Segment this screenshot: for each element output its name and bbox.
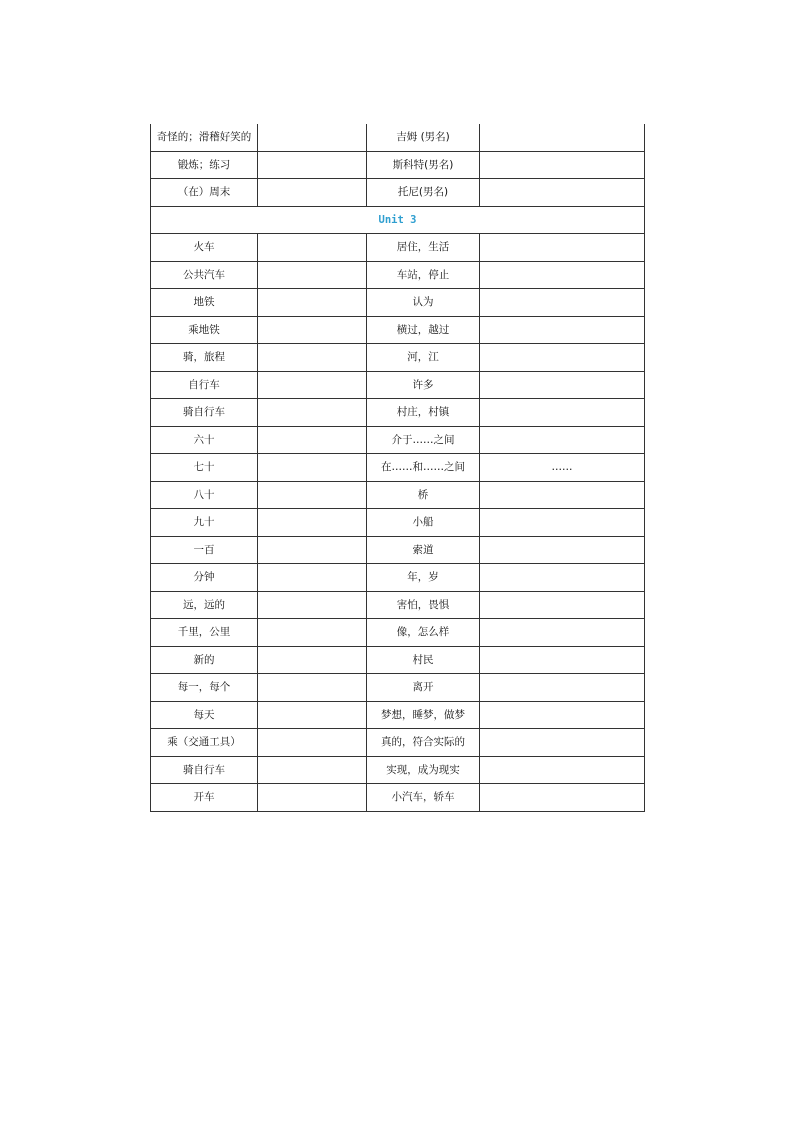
answer-field-right[interactable] [480, 426, 645, 454]
answer-field-left[interactable] [258, 289, 367, 317]
table-row [151, 261, 645, 289]
chinese-meaning-right: 斯科特(男名) [367, 151, 480, 179]
chinese-meaning-right: 小汽车，轿车 [367, 784, 480, 812]
answer-field-left[interactable] [258, 536, 367, 564]
chinese-meaning-right: 河，江 [367, 344, 480, 372]
answer-field-right[interactable] [480, 701, 645, 729]
chinese-meaning-right: 害怕，畏惧 [367, 591, 480, 619]
answer-field-right[interactable] [480, 674, 645, 702]
chinese-meaning-left: 远，远的 [151, 591, 258, 619]
table-row [151, 619, 645, 647]
answer-field-right[interactable] [480, 234, 645, 262]
answer-field-right[interactable] [480, 591, 645, 619]
table-row [151, 124, 645, 151]
chinese-meaning-left: 火车 [151, 234, 258, 262]
answer-field-right[interactable] [480, 371, 645, 399]
answer-field-right[interactable]: …… [480, 454, 645, 482]
table-row [151, 674, 645, 702]
chinese-meaning-left: 开车 [151, 784, 258, 812]
answer-field-left[interactable] [258, 591, 367, 619]
chinese-meaning-right: 在……和……之间 [367, 454, 480, 482]
chinese-meaning-left: 每天 [151, 701, 258, 729]
table-row [151, 289, 645, 317]
answer-field-right[interactable] [480, 729, 645, 757]
table-row [151, 481, 645, 509]
chinese-meaning-right: 梦想，睡梦，做梦 [367, 701, 480, 729]
chinese-meaning-left: 地铁 [151, 289, 258, 317]
table-row [151, 591, 645, 619]
answer-field-left[interactable] [258, 234, 367, 262]
answer-field-left[interactable] [258, 481, 367, 509]
answer-field-right[interactable] [480, 151, 645, 179]
answer-field-right[interactable] [480, 179, 645, 207]
answer-field-right[interactable] [480, 316, 645, 344]
answer-field-left[interactable] [258, 316, 367, 344]
answer-field-left[interactable] [258, 564, 367, 592]
chinese-meaning-right: 村庄，村镇 [367, 399, 480, 427]
chinese-meaning-right: 认为 [367, 289, 480, 317]
answer-field-right[interactable] [480, 344, 645, 372]
chinese-meaning-left: 每一，每个 [151, 674, 258, 702]
answer-field-right[interactable] [480, 399, 645, 427]
unit-title: Unit 3 [151, 206, 645, 234]
chinese-meaning-right: 车站，停止 [367, 261, 480, 289]
chinese-meaning-right: 真的，符合实际的 [367, 729, 480, 757]
table-row [151, 784, 645, 812]
table-row [151, 151, 645, 179]
table-row [151, 371, 645, 399]
answer-field-right[interactable] [480, 261, 645, 289]
chinese-meaning-left: 公共汽车 [151, 261, 258, 289]
chinese-meaning-left: 七十 [151, 454, 258, 482]
chinese-meaning-right: 年，岁 [367, 564, 480, 592]
chinese-meaning-right: 横过，越过 [367, 316, 480, 344]
chinese-meaning-left: 自行车 [151, 371, 258, 399]
chinese-meaning-left: 分钟 [151, 564, 258, 592]
chinese-meaning-right: 像，怎么样 [367, 619, 480, 647]
chinese-meaning-right: 村民 [367, 646, 480, 674]
answer-field-left[interactable] [258, 674, 367, 702]
chinese-meaning-left: 千里，公里 [151, 619, 258, 647]
chinese-meaning-right: 离开 [367, 674, 480, 702]
answer-field-right[interactable] [480, 646, 645, 674]
chinese-meaning-right: 介于……之间 [367, 426, 480, 454]
table-row [151, 756, 645, 784]
chinese-meaning-right: 桥 [367, 481, 480, 509]
answer-field-right[interactable] [480, 481, 645, 509]
answer-field-right[interactable] [480, 564, 645, 592]
chinese-meaning-right: 索道 [367, 536, 480, 564]
answer-field-left[interactable] [258, 426, 367, 454]
table-row [151, 729, 645, 757]
answer-field-right[interactable] [480, 509, 645, 537]
chinese-meaning-left: 六十 [151, 426, 258, 454]
answer-field-left[interactable] [258, 261, 367, 289]
chinese-meaning-right: 实现，成为现实 [367, 756, 480, 784]
chinese-meaning-left: （在）周末 [151, 179, 258, 207]
chinese-meaning-right: 吉姆 (男名) [367, 124, 480, 151]
table-row [151, 646, 645, 674]
answer-field-left[interactable] [258, 646, 367, 674]
table-row [151, 316, 645, 344]
answer-field-right[interactable] [480, 756, 645, 784]
table-row [151, 509, 645, 537]
answer-field-right[interactable] [480, 124, 645, 151]
chinese-meaning-left: 骑自行车 [151, 756, 258, 784]
vocabulary-sheet [150, 124, 644, 812]
answer-field-left[interactable] [258, 399, 367, 427]
chinese-meaning-right: 托尼(男名) [367, 179, 480, 207]
table-row [151, 179, 645, 207]
chinese-meaning-left: 奇怪的；滑稽好笑的 [151, 124, 258, 151]
answer-field-left[interactable] [258, 756, 367, 784]
chinese-meaning-left: 新的 [151, 646, 258, 674]
table-row [151, 234, 645, 262]
chinese-meaning-left: 锻炼；练习 [151, 151, 258, 179]
table-row [151, 701, 645, 729]
answer-field-left[interactable] [258, 179, 367, 207]
table-row [151, 426, 645, 454]
chinese-meaning-left: 骑自行车 [151, 399, 258, 427]
unit-header-row [151, 206, 645, 234]
vocabulary-table-body [151, 124, 645, 811]
answer-field-left[interactable] [258, 784, 367, 812]
chinese-meaning-right: 居住，生活 [367, 234, 480, 262]
answer-field-right[interactable] [480, 536, 645, 564]
answer-field-left[interactable] [258, 454, 367, 482]
answer-field-right[interactable] [480, 619, 645, 647]
answer-field-left[interactable] [258, 371, 367, 399]
answer-field-left[interactable] [258, 124, 367, 151]
table-row [151, 564, 645, 592]
answer-field-left[interactable] [258, 619, 367, 647]
table-row [151, 344, 645, 372]
answer-field-left[interactable] [258, 701, 367, 729]
table-row [151, 536, 645, 564]
chinese-meaning-right: 许多 [367, 371, 480, 399]
answer-field-left[interactable] [258, 509, 367, 537]
vocabulary-table [150, 124, 645, 812]
answer-field-left[interactable] [258, 344, 367, 372]
answer-field-right[interactable] [480, 784, 645, 812]
chinese-meaning-left: 一百 [151, 536, 258, 564]
chinese-meaning-left: 骑，旅程 [151, 344, 258, 372]
chinese-meaning-left: 八十 [151, 481, 258, 509]
chinese-meaning-left: 乘地铁 [151, 316, 258, 344]
chinese-meaning-right: 小船 [367, 509, 480, 537]
table-row [151, 454, 645, 482]
chinese-meaning-left: 九十 [151, 509, 258, 537]
chinese-meaning-left: 乘（交通工具） [151, 729, 258, 757]
answer-field-right[interactable] [480, 289, 645, 317]
answer-field-left[interactable] [258, 151, 367, 179]
answer-field-left[interactable] [258, 729, 367, 757]
table-row [151, 399, 645, 427]
